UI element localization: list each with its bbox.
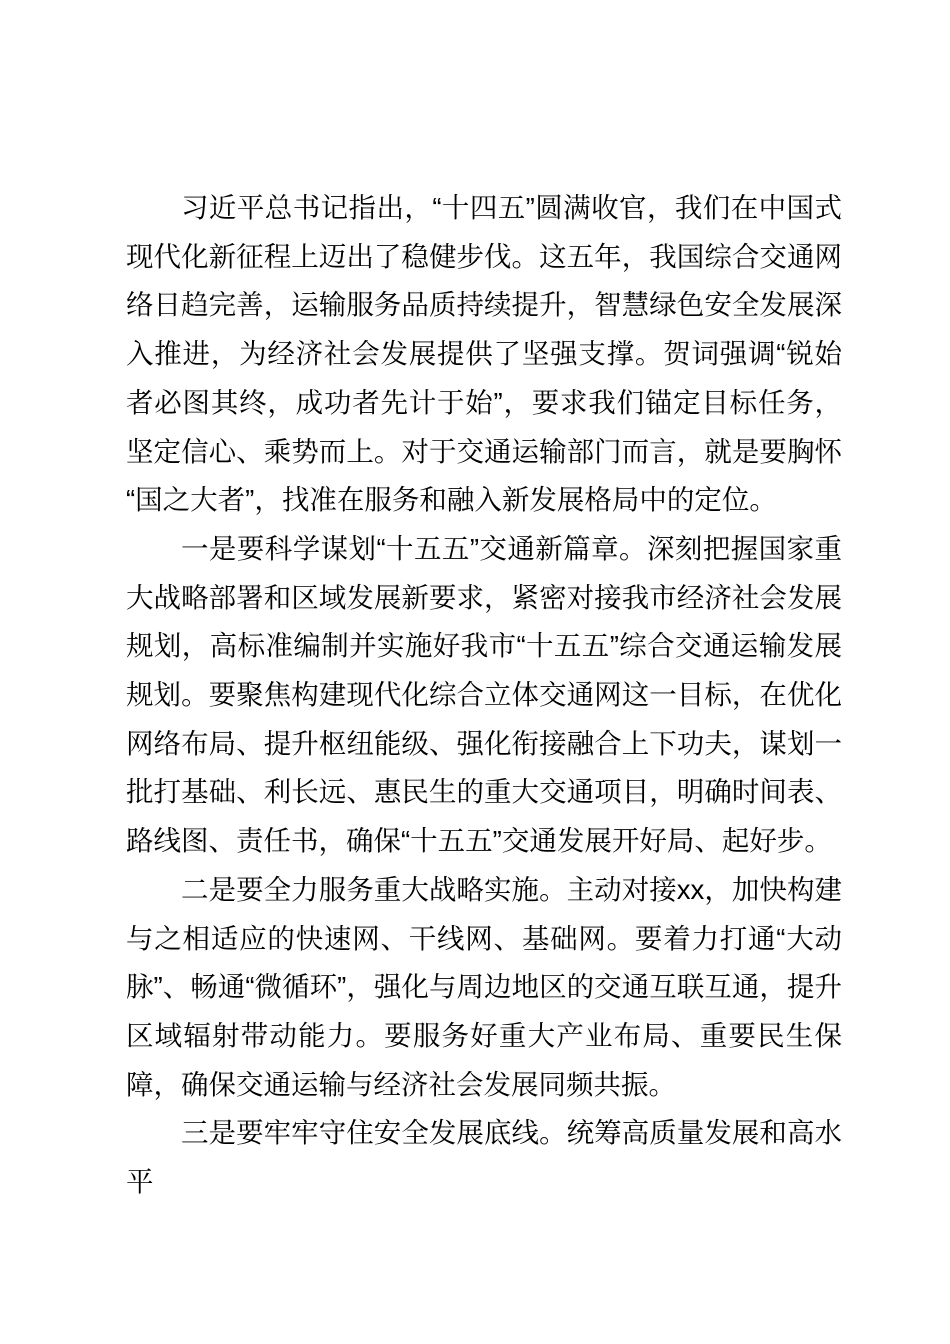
paragraph-intro: 习近平总书记指出，“十四五”圆满收官，我们在中国式现代化新征程上迈出了稳健步伐。这五年，我国综合交通网络日趋完善，运输服务品质持续提升，智慧绿色安全发展深入推进，为经济社会发展提供了坚强支撑。贺词强调“锐始者必图其终，成功者先计于始”，要求我们锚定目标任务，坚定信心、乘势而上。对于交通运输部门而言，就是要胸怀“国之大者”，找准在服务和融入新发展格局中的定位。 — [126, 192, 842, 516]
paragraph-point-two: 二是要全力服务重大战略实施。主动对接xx，加快构建与之相适应的快速网、干线网、基础网。要着力打通“大动脉”、畅通“微循环”，强化与周边地区的交通互联互通，提升区域辐射带动能力。要服务好重大产业布局、重要民生保障，确保交通运输与经济社会发展同频共振。 — [126, 873, 842, 1100]
paragraph-point-one: 一是要科学谋划“十五五”交通新篇章。深刻把握国家重大战略部署和区域发展新要求，紧密对接我市经济社会发展规划，高标准编制并实施好我市“十五五”综合交通运输发展规划。要聚焦构建现代化综合立体交通网这一目标，在优化网络布局、提升枢纽能级、强化衔接融合上下功夫，谋划一批打基础、利长远、惠民生的重大交通项目，明确时间表、路线图、责任书，确保“十五五”交通发展开好局、起好步。 — [126, 532, 842, 857]
document-text-block — [126, 184, 842, 1207]
paragraph-point-three: 三是要牢牢守住安全发展底线。统筹高质量发展和高水平 — [126, 1117, 842, 1198]
